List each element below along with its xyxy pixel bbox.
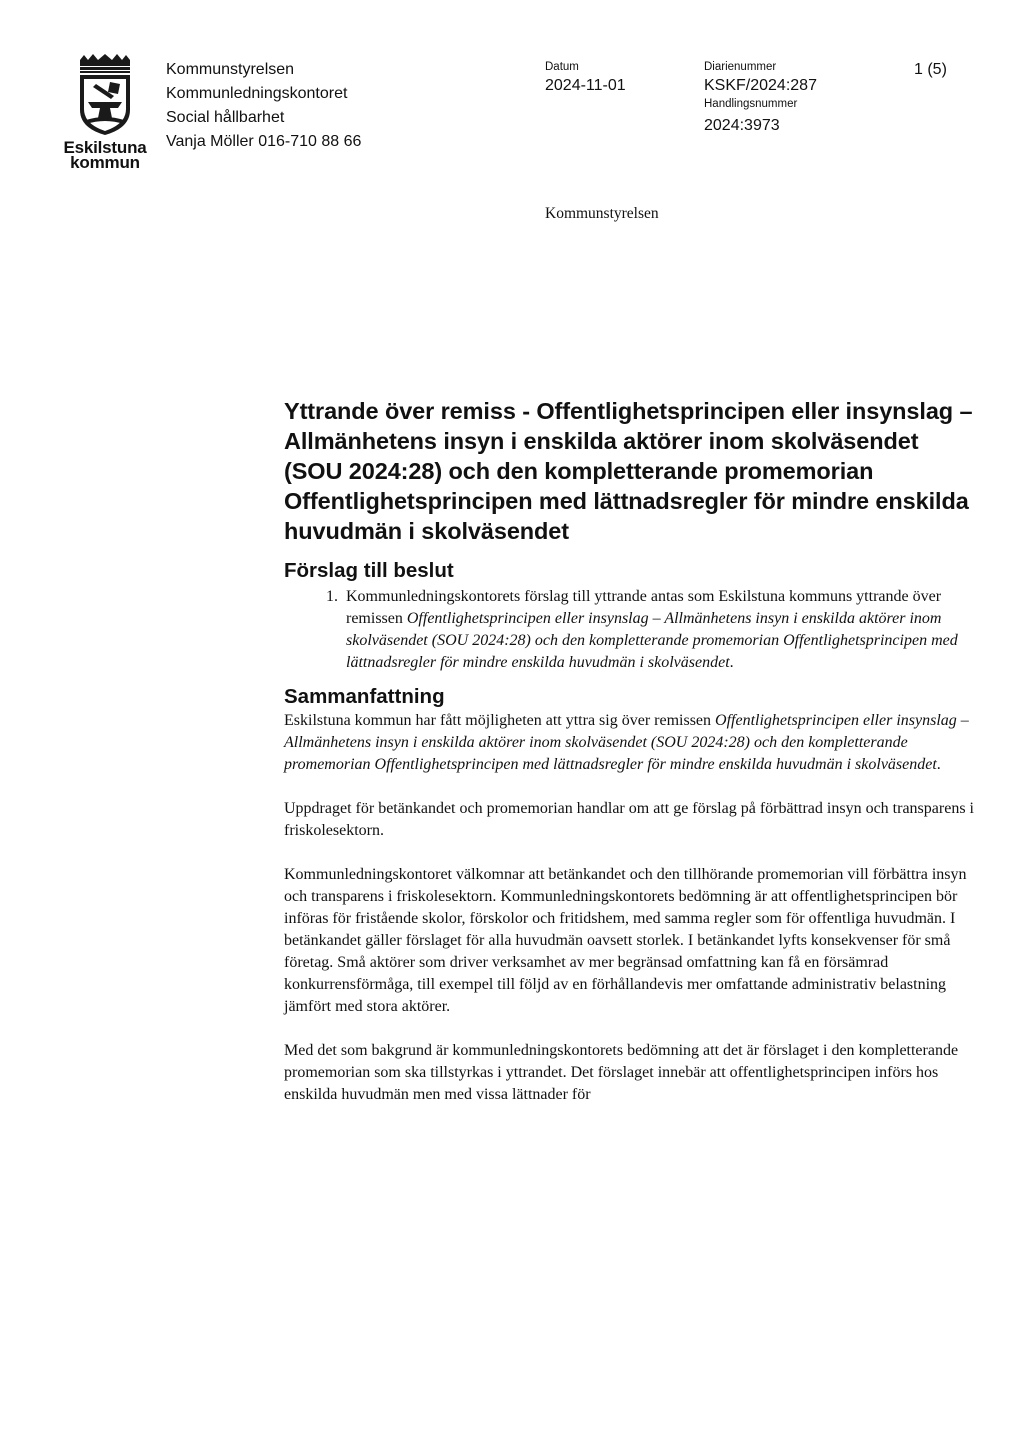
- decision-heading: Förslag till beslut: [284, 559, 454, 582]
- summary-heading: Sammanfattning: [284, 685, 445, 708]
- decision-list: [284, 586, 974, 674]
- diary-label: Diarienummer: [704, 61, 777, 73]
- summary-paragraph-2: Uppdraget för betänkandet och promemorian handlar om att ge förslag på förbättrad insyn och transparens i friskolesektorn.: [284, 800, 974, 839]
- document-body: [284, 396, 974, 1106]
- summary-p1-end: .: [936, 756, 941, 773]
- decision-item-italic: Offentlighetsprincipen eller insynslag – Allmänhetens insyn i enskilda aktörer inom skolväsendet (SOU 2024:28) och den kompletterande promemorian Offentlighetsprincipen med lättnadsregler för mindre enskilda huvudmän i skolväsendet: [346, 610, 958, 671]
- sender-contact: Vanja Möller 016-710 88 66: [166, 133, 362, 150]
- logo-line-2: kommun: [70, 153, 140, 172]
- handling-value: 2024:3973: [704, 117, 780, 134]
- date-value: 2024-11-01: [545, 77, 626, 94]
- summary-p1-italic: Offentlighetsprincipen eller insynslag – Allmänhetens insyn i enskilda aktörer inom skolväsendet (SOU 2024:28) och den kompletterande promemorian Offentlighetsprincipen med lättnadsregler för mindre enskilda huvudmän i skolväsendet: [284, 712, 969, 773]
- summary-paragraph-1: [284, 710, 974, 776]
- sender-org: Kommunstyrelsen: [166, 61, 295, 78]
- decision-item-text: Kommunledningskontorets förslag till yttrande antas som Eskilstuna kommuns yttrande över remissen: [346, 588, 942, 627]
- decision-item: [342, 586, 974, 674]
- recipient: Kommunstyrelsen: [545, 205, 659, 222]
- date-label: Datum: [545, 61, 579, 73]
- sender-block: [166, 58, 361, 154]
- logo-line-1: Eskilstuna: [63, 138, 147, 157]
- decision-item-end: .: [729, 654, 734, 671]
- sender-unit: Social hållbarhet: [166, 109, 285, 126]
- page-number: 1 (5): [914, 61, 947, 78]
- handling-label: Handlingsnummer: [704, 98, 798, 110]
- sender-office: Kommunledningskontoret: [166, 85, 348, 102]
- summary-paragraph-4: Med det som bakgrund är kommunledningskontorets bedömning att det är förslaget i den kompletterande promemorian som ska tillstyrkas i yttrandet. Det förslaget innebär att offentlighetsprincipen införs hos enskilda huvudmän men med vissa lättnader för: [284, 1042, 959, 1103]
- summary-section: [284, 710, 974, 1106]
- municipality-logo: [60, 54, 150, 170]
- summary-paragraph-3: Kommunledningskontoret välkomnar att betänkandet och den tillhörande promemorian vill förbättra insyn och transparens i friskolesektorn. Kommunledningskontorets bedömning är att offentlighetsprincipen bör införas för fristående skolor, förskolor och fritidshem, med samma regler som för offentliga huvudmän. I betänkandet gäller förslaget för alla huvudmän oavsett storlek. I betänkandet lyfts konsekvenser för små företag. Små aktörer som driver verksamhet av mer begränsad omfattning kan få en försämrad konkurrensförmåga, till exempel till följd av en förhållandevis mer omfattande administrativ belastning jämfört med stora aktörer.: [284, 866, 967, 1015]
- municipal-coat-of-arms-icon: [74, 54, 136, 136]
- document-title: Yttrande över remiss - Offentlighetsprincipen eller insynslag – Allmänhetens insyn i enskilda aktörer inom skolväsendet (SOU 2024:28) och den kompletterande promemorian Offentlighetsprincipen med lättnadsregler för mindre enskilda huvudmän i skolväsendet: [284, 398, 973, 544]
- date-column: [545, 60, 626, 97]
- diary-column: [704, 60, 817, 137]
- summary-p1-start: Eskilstuna kommun har fått möjligheten att yttra sig över remissen: [284, 712, 716, 729]
- diary-value: KSKF/2024:287: [704, 77, 817, 94]
